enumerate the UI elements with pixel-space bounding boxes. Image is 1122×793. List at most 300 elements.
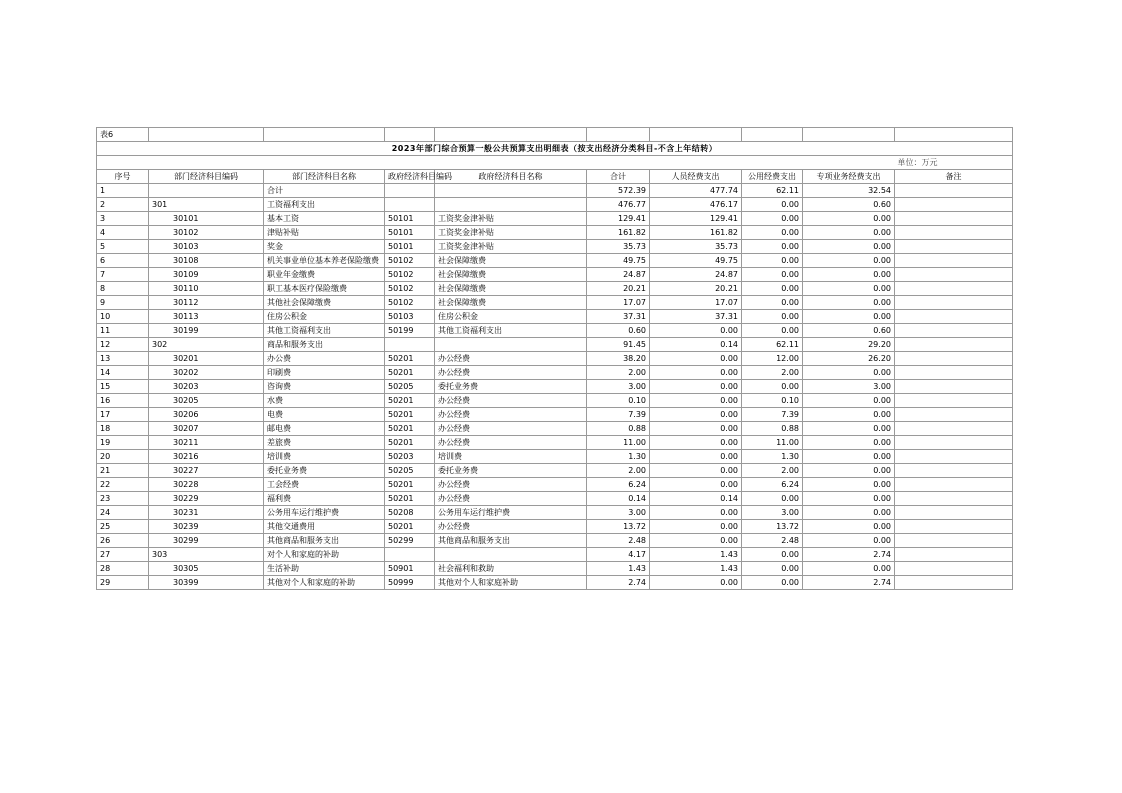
header-cell: 备注	[895, 170, 1013, 184]
gov-name: 社会保障缴费	[435, 254, 587, 268]
total-amount: 2.48	[587, 534, 650, 548]
dept-name: 印刷费	[264, 366, 385, 380]
special-expense: 0.00	[803, 296, 895, 310]
dept-code: 30228	[149, 478, 264, 492]
table-row	[97, 562, 1013, 576]
dept-code: 302	[149, 338, 264, 352]
dept-name: 职业年金缴费	[264, 268, 385, 282]
gov-name: 办公经费	[435, 492, 587, 506]
gov-name: 委托业务费	[435, 464, 587, 478]
table-row	[97, 436, 1013, 450]
table-row	[97, 422, 1013, 436]
note	[895, 548, 1013, 562]
dept-name: 奖金	[264, 240, 385, 254]
row-number: 20	[97, 450, 149, 464]
gov-code	[385, 338, 435, 352]
gov-code: 50102	[385, 254, 435, 268]
note	[895, 282, 1013, 296]
public-expense: 0.88	[742, 422, 803, 436]
dept-name: 其他工资福利支出	[264, 324, 385, 338]
staff-expense: 0.00	[650, 534, 742, 548]
note	[895, 310, 1013, 324]
dept-name: 电费	[264, 408, 385, 422]
gov-name: 公务用车运行维护费	[435, 506, 587, 520]
header-cell: 序号	[97, 170, 149, 184]
table-row	[97, 226, 1013, 240]
staff-expense: 0.00	[650, 408, 742, 422]
header-row	[97, 170, 1013, 184]
dept-name: 合计	[264, 184, 385, 198]
row-number: 17	[97, 408, 149, 422]
public-expense: 0.00	[742, 212, 803, 226]
gov-name: 社会保障缴费	[435, 296, 587, 310]
total-amount: 161.82	[587, 226, 650, 240]
public-expense: 0.00	[742, 254, 803, 268]
dept-code: 30203	[149, 380, 264, 394]
dept-code: 30231	[149, 506, 264, 520]
dept-name: 工会经费	[264, 478, 385, 492]
total-amount: 3.00	[587, 506, 650, 520]
total-amount: 49.75	[587, 254, 650, 268]
staff-expense: 0.00	[650, 478, 742, 492]
public-expense: 0.10	[742, 394, 803, 408]
total-amount: 4.17	[587, 548, 650, 562]
special-expense: 0.00	[803, 226, 895, 240]
staff-expense: 20.21	[650, 282, 742, 296]
note	[895, 562, 1013, 576]
dept-name: 其他商品和服务支出	[264, 534, 385, 548]
total-amount: 35.73	[587, 240, 650, 254]
staff-expense: 49.75	[650, 254, 742, 268]
public-expense: 1.30	[742, 450, 803, 464]
gov-code: 50201	[385, 492, 435, 506]
gov-name: 办公经费	[435, 422, 587, 436]
row-number: 26	[97, 534, 149, 548]
table-row	[97, 296, 1013, 310]
note	[895, 352, 1013, 366]
table-row	[97, 366, 1013, 380]
gov-code: 50299	[385, 534, 435, 548]
dept-name: 其他对个人和家庭的补助	[264, 576, 385, 590]
row-number: 21	[97, 464, 149, 478]
public-expense: 0.00	[742, 198, 803, 212]
public-expense: 7.39	[742, 408, 803, 422]
staff-expense: 0.14	[650, 492, 742, 506]
special-expense: 0.00	[803, 464, 895, 478]
total-amount: 7.39	[587, 408, 650, 422]
table-row	[97, 184, 1013, 198]
note	[895, 478, 1013, 492]
total-amount: 476.77	[587, 198, 650, 212]
public-expense: 62.11	[742, 184, 803, 198]
public-expense: 0.00	[742, 296, 803, 310]
dept-code: 30205	[149, 394, 264, 408]
staff-expense: 37.31	[650, 310, 742, 324]
table-row	[97, 324, 1013, 338]
note	[895, 254, 1013, 268]
total-amount: 1.43	[587, 562, 650, 576]
row-number: 15	[97, 380, 149, 394]
gov-code: 50102	[385, 282, 435, 296]
note	[895, 464, 1013, 478]
row-number: 16	[97, 394, 149, 408]
dept-name: 公务用车运行维护费	[264, 506, 385, 520]
staff-expense: 477.74	[650, 184, 742, 198]
special-expense: 0.00	[803, 254, 895, 268]
header-cell: 合计	[587, 170, 650, 184]
row-number: 23	[97, 492, 149, 506]
public-expense: 2.48	[742, 534, 803, 548]
row-number: 25	[97, 520, 149, 534]
note	[895, 184, 1013, 198]
table-row	[97, 450, 1013, 464]
gov-code: 50201	[385, 352, 435, 366]
special-expense: 0.60	[803, 198, 895, 212]
staff-expense: 0.14	[650, 338, 742, 352]
table-row	[97, 534, 1013, 548]
gov-name: 办公经费	[435, 408, 587, 422]
dept-code: 30239	[149, 520, 264, 534]
note	[895, 226, 1013, 240]
table-title: 2023年部门综合预算一般公共预算支出明细表（按支出经济分类科目-不含上年结转）	[97, 142, 1013, 156]
public-expense: 0.00	[742, 548, 803, 562]
staff-expense: 35.73	[650, 240, 742, 254]
note	[895, 422, 1013, 436]
table-row	[97, 282, 1013, 296]
dept-name: 咨询费	[264, 380, 385, 394]
header-cell: 部门经济科目编码	[149, 170, 264, 184]
table-row	[97, 464, 1013, 478]
public-expense: 2.00	[742, 366, 803, 380]
gov-code: 50999	[385, 576, 435, 590]
dept-name: 津贴补贴	[264, 226, 385, 240]
row-number: 10	[97, 310, 149, 324]
note	[895, 338, 1013, 352]
special-expense: 26.20	[803, 352, 895, 366]
staff-expense: 129.41	[650, 212, 742, 226]
dept-code: 30399	[149, 576, 264, 590]
public-expense: 0.00	[742, 380, 803, 394]
table-row	[97, 268, 1013, 282]
note	[895, 408, 1013, 422]
total-amount: 0.10	[587, 394, 650, 408]
total-amount: 13.72	[587, 520, 650, 534]
staff-expense: 0.00	[650, 576, 742, 590]
table-row	[97, 352, 1013, 366]
gov-name: 工资奖金津补贴	[435, 226, 587, 240]
row-number: 7	[97, 268, 149, 282]
staff-expense: 0.00	[650, 450, 742, 464]
gov-name: 办公经费	[435, 394, 587, 408]
dept-name: 机关事业单位基本养老保险缴费	[264, 254, 385, 268]
gov-code: 50205	[385, 380, 435, 394]
gov-name: 其他商品和服务支出	[435, 534, 587, 548]
total-amount: 2.00	[587, 366, 650, 380]
row-number: 27	[97, 548, 149, 562]
total-amount: 6.24	[587, 478, 650, 492]
total-amount: 129.41	[587, 212, 650, 226]
dept-name: 水费	[264, 394, 385, 408]
dept-name: 其他社会保障缴费	[264, 296, 385, 310]
dept-code: 30101	[149, 212, 264, 226]
row-number: 22	[97, 478, 149, 492]
total-amount: 37.31	[587, 310, 650, 324]
special-expense: 3.00	[803, 380, 895, 394]
dept-name: 差旅费	[264, 436, 385, 450]
header-cell: 政府经济科目编码	[385, 170, 435, 184]
staff-expense: 0.00	[650, 366, 742, 380]
special-expense: 0.00	[803, 492, 895, 506]
gov-name	[435, 184, 587, 198]
special-expense: 0.00	[803, 394, 895, 408]
note	[895, 506, 1013, 520]
note	[895, 492, 1013, 506]
dept-code: 30211	[149, 436, 264, 450]
total-amount: 3.00	[587, 380, 650, 394]
unit-label: 单位：万元	[895, 156, 1013, 170]
note	[895, 534, 1013, 548]
public-expense: 0.00	[742, 268, 803, 282]
row-number: 9	[97, 296, 149, 310]
gov-code: 50201	[385, 394, 435, 408]
total-amount: 38.20	[587, 352, 650, 366]
public-expense: 0.00	[742, 562, 803, 576]
note	[895, 450, 1013, 464]
staff-expense: 0.00	[650, 352, 742, 366]
gov-code: 50901	[385, 562, 435, 576]
dept-code: 30229	[149, 492, 264, 506]
dept-code: 30305	[149, 562, 264, 576]
special-expense: 32.54	[803, 184, 895, 198]
special-expense: 2.74	[803, 548, 895, 562]
dept-code: 30112	[149, 296, 264, 310]
staff-expense: 0.00	[650, 506, 742, 520]
dept-name: 邮电费	[264, 422, 385, 436]
row-number: 4	[97, 226, 149, 240]
public-expense: 0.00	[742, 240, 803, 254]
total-amount: 20.21	[587, 282, 650, 296]
total-amount: 1.30	[587, 450, 650, 464]
staff-expense: 1.43	[650, 548, 742, 562]
staff-expense: 0.00	[650, 380, 742, 394]
staff-expense: 24.87	[650, 268, 742, 282]
public-expense: 0.00	[742, 282, 803, 296]
row-number: 28	[97, 562, 149, 576]
row-number: 5	[97, 240, 149, 254]
total-amount: 2.74	[587, 576, 650, 590]
dept-code: 30113	[149, 310, 264, 324]
public-expense: 0.00	[742, 324, 803, 338]
dept-code: 30299	[149, 534, 264, 548]
table-row	[97, 478, 1013, 492]
note	[895, 436, 1013, 450]
public-expense: 2.00	[742, 464, 803, 478]
note	[895, 380, 1013, 394]
table-row	[97, 212, 1013, 226]
gov-name: 社会保障缴费	[435, 268, 587, 282]
dept-code: 30216	[149, 450, 264, 464]
table-row	[97, 394, 1013, 408]
gov-name: 办公经费	[435, 520, 587, 534]
gov-code	[385, 198, 435, 212]
table-row	[97, 380, 1013, 394]
public-expense: 0.00	[742, 492, 803, 506]
row-number: 11	[97, 324, 149, 338]
note	[895, 268, 1013, 282]
gov-code: 50101	[385, 212, 435, 226]
public-expense: 62.11	[742, 338, 803, 352]
unit-row	[97, 156, 1013, 170]
dept-code: 30110	[149, 282, 264, 296]
staff-expense: 0.00	[650, 394, 742, 408]
special-expense: 0.00	[803, 408, 895, 422]
gov-code: 50201	[385, 436, 435, 450]
table-row	[97, 338, 1013, 352]
dept-code: 30108	[149, 254, 264, 268]
special-expense: 0.00	[803, 212, 895, 226]
gov-name: 住房公积金	[435, 310, 587, 324]
dept-name: 住房公积金	[264, 310, 385, 324]
dept-code: 30227	[149, 464, 264, 478]
total-amount: 11.00	[587, 436, 650, 450]
dept-code: 30207	[149, 422, 264, 436]
special-expense: 0.00	[803, 520, 895, 534]
dept-name: 职工基本医疗保险缴费	[264, 282, 385, 296]
table-row	[97, 520, 1013, 534]
row-number: 3	[97, 212, 149, 226]
gov-name	[435, 548, 587, 562]
dept-code	[149, 184, 264, 198]
table-row	[97, 254, 1013, 268]
row-number: 18	[97, 422, 149, 436]
sheet-label-row	[97, 128, 1013, 142]
header-cell: 专项业务经费支出	[803, 170, 895, 184]
staff-expense: 17.07	[650, 296, 742, 310]
dept-code: 30103	[149, 240, 264, 254]
public-expense: 6.24	[742, 478, 803, 492]
note	[895, 324, 1013, 338]
gov-name: 工资奖金津补贴	[435, 212, 587, 226]
gov-name: 工资奖金津补贴	[435, 240, 587, 254]
gov-code: 50208	[385, 506, 435, 520]
gov-code: 50201	[385, 366, 435, 380]
gov-name: 委托业务费	[435, 380, 587, 394]
gov-code: 50103	[385, 310, 435, 324]
note	[895, 520, 1013, 534]
staff-expense: 476.17	[650, 198, 742, 212]
special-expense: 0.00	[803, 422, 895, 436]
staff-expense: 0.00	[650, 436, 742, 450]
dept-code: 303	[149, 548, 264, 562]
table-row	[97, 506, 1013, 520]
dept-code: 30201	[149, 352, 264, 366]
budget-table	[96, 127, 1013, 590]
total-amount: 91.45	[587, 338, 650, 352]
special-expense: 0.60	[803, 324, 895, 338]
note	[895, 366, 1013, 380]
dept-code: 30199	[149, 324, 264, 338]
title-row	[97, 142, 1013, 156]
table-row	[97, 576, 1013, 590]
special-expense: 0.00	[803, 534, 895, 548]
special-expense: 0.00	[803, 562, 895, 576]
dept-code: 30109	[149, 268, 264, 282]
gov-code: 50201	[385, 478, 435, 492]
gov-name: 办公经费	[435, 478, 587, 492]
row-number: 19	[97, 436, 149, 450]
total-amount: 2.00	[587, 464, 650, 478]
dept-name: 对个人和家庭的补助	[264, 548, 385, 562]
dept-name: 基本工资	[264, 212, 385, 226]
public-expense: 0.00	[742, 226, 803, 240]
row-number: 29	[97, 576, 149, 590]
dept-name: 福利费	[264, 492, 385, 506]
gov-name	[435, 198, 587, 212]
sheet-label: 表6	[97, 128, 149, 142]
dept-code: 30102	[149, 226, 264, 240]
gov-name	[435, 338, 587, 352]
table-row	[97, 408, 1013, 422]
row-number: 14	[97, 366, 149, 380]
row-number: 12	[97, 338, 149, 352]
special-expense: 0.00	[803, 506, 895, 520]
dept-name: 委托业务费	[264, 464, 385, 478]
dept-name: 生活补助	[264, 562, 385, 576]
gov-name: 办公经费	[435, 366, 587, 380]
header-cell: 部门经济科目名称	[264, 170, 385, 184]
gov-code: 50199	[385, 324, 435, 338]
note	[895, 296, 1013, 310]
gov-code: 50201	[385, 520, 435, 534]
public-expense: 0.00	[742, 310, 803, 324]
public-expense: 13.72	[742, 520, 803, 534]
table-row	[97, 198, 1013, 212]
note	[895, 240, 1013, 254]
staff-expense: 0.00	[650, 324, 742, 338]
gov-code	[385, 184, 435, 198]
special-expense: 0.00	[803, 240, 895, 254]
special-expense: 0.00	[803, 268, 895, 282]
staff-expense: 161.82	[650, 226, 742, 240]
total-amount: 572.39	[587, 184, 650, 198]
row-number: 2	[97, 198, 149, 212]
gov-code: 50102	[385, 268, 435, 282]
gov-name: 其他对个人和家庭补助	[435, 576, 587, 590]
gov-code	[385, 548, 435, 562]
gov-code: 50201	[385, 408, 435, 422]
public-expense: 3.00	[742, 506, 803, 520]
gov-name: 社会福利和救助	[435, 562, 587, 576]
special-expense: 0.00	[803, 310, 895, 324]
table-row	[97, 492, 1013, 506]
spreadsheet	[96, 127, 1012, 590]
table-row	[97, 548, 1013, 562]
header-cell: 公用经费支出	[742, 170, 803, 184]
note	[895, 212, 1013, 226]
special-expense: 29.20	[803, 338, 895, 352]
total-amount: 17.07	[587, 296, 650, 310]
dept-code: 30206	[149, 408, 264, 422]
special-expense: 0.00	[803, 436, 895, 450]
note	[895, 394, 1013, 408]
staff-expense: 1.43	[650, 562, 742, 576]
gov-name: 社会保障缴费	[435, 282, 587, 296]
table-row	[97, 310, 1013, 324]
staff-expense: 0.00	[650, 520, 742, 534]
gov-code: 50101	[385, 226, 435, 240]
gov-code: 50205	[385, 464, 435, 478]
dept-name: 其他交通费用	[264, 520, 385, 534]
